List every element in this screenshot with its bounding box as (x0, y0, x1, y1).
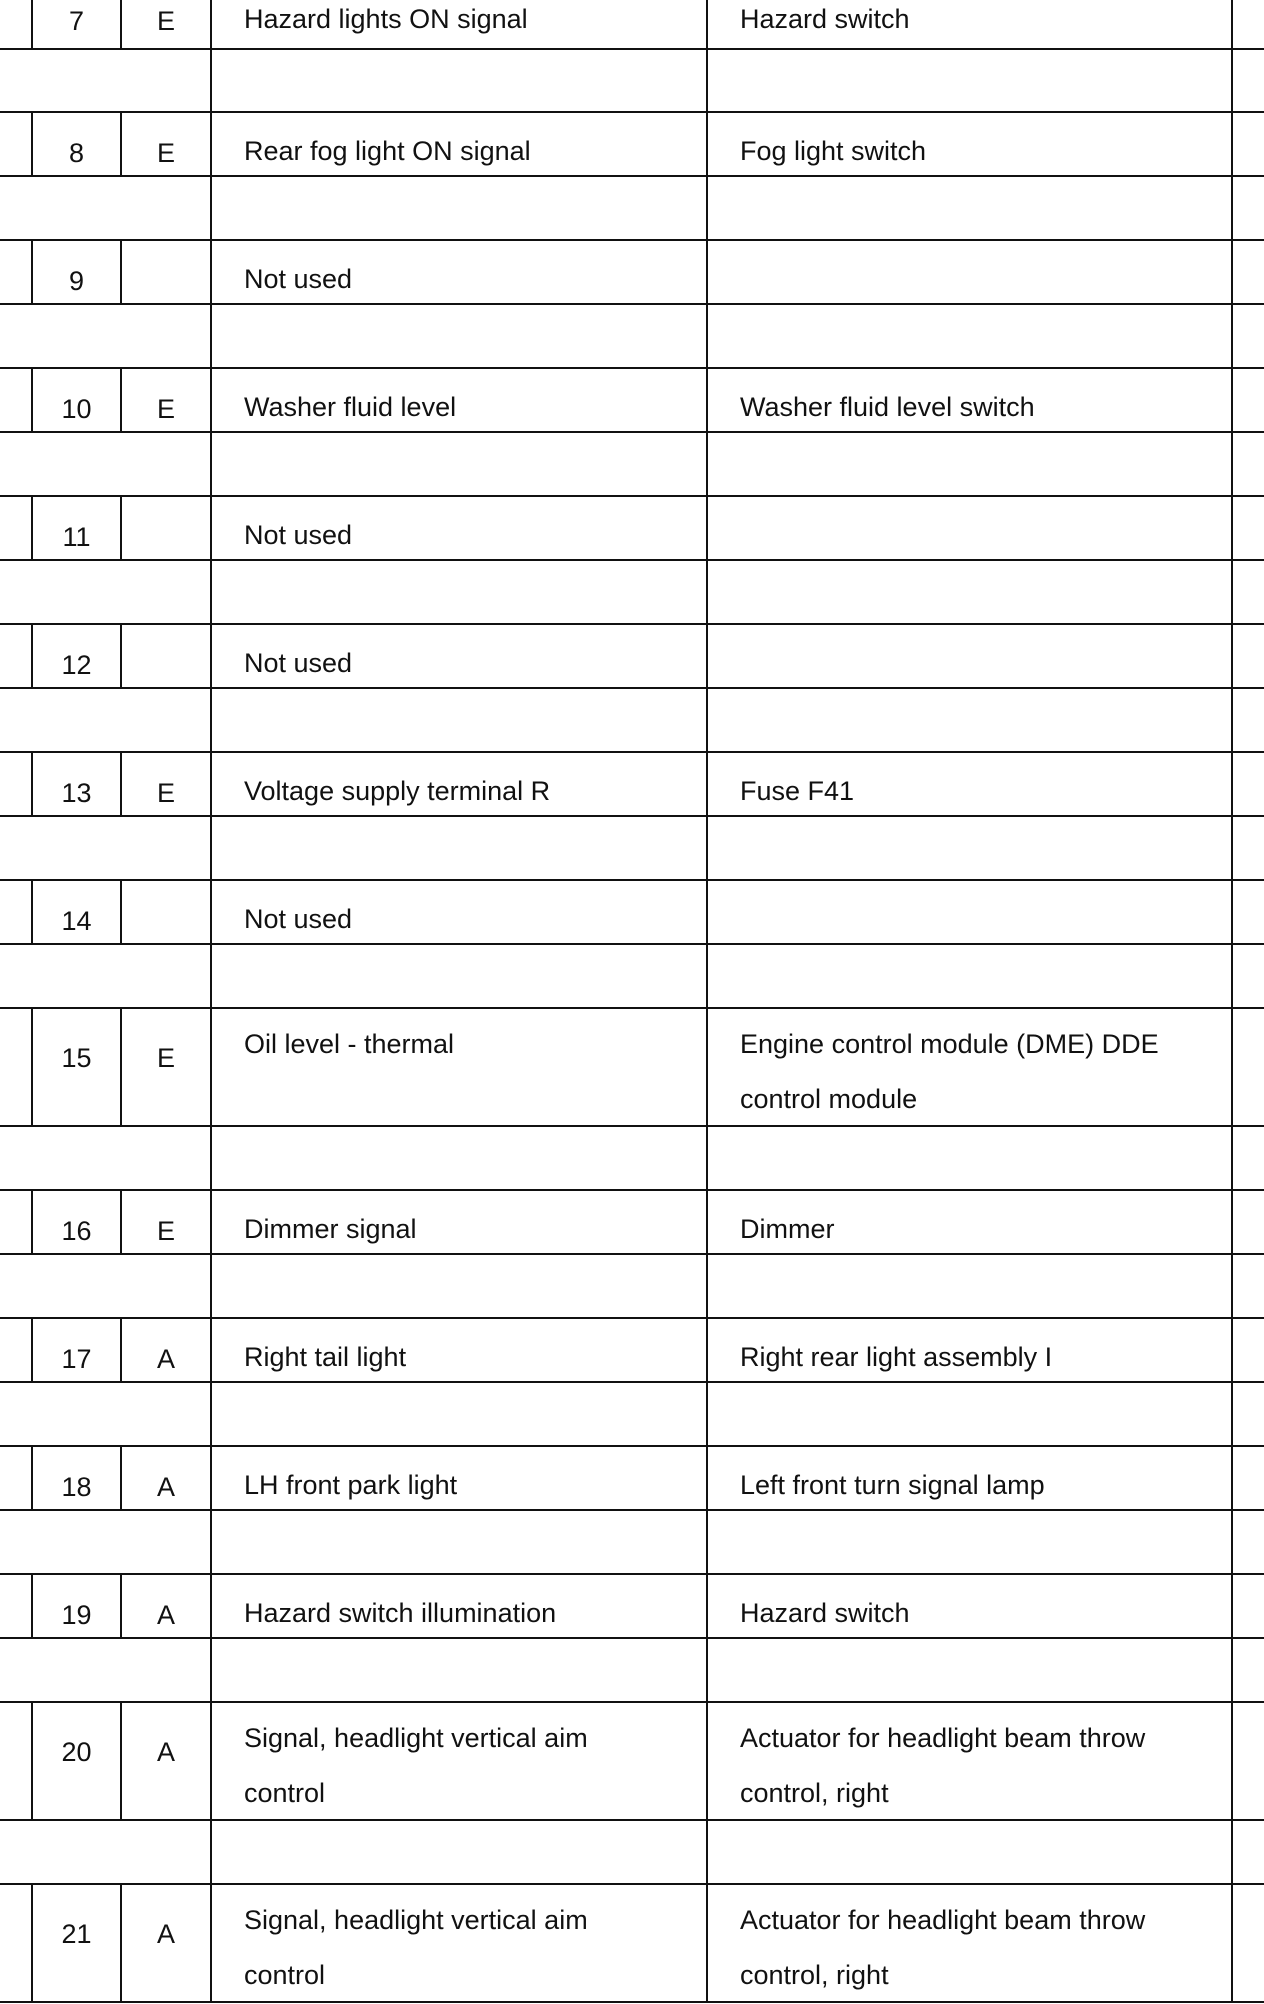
pin-number: 14 (31, 881, 120, 943)
pin-type: E (120, 1191, 210, 1253)
pin-component-line: control, right (740, 1778, 889, 1808)
pin-type: E (120, 753, 210, 815)
row-spacer (0, 561, 1264, 623)
pin-number: 21 (31, 1885, 120, 2001)
pin-type: E (120, 0, 210, 48)
pin-description: Not used (210, 625, 706, 687)
row-spacer (0, 945, 1264, 1007)
pin-component-line: Actuator for headlight beam throw (740, 1723, 1146, 1753)
pin-number: 13 (31, 753, 120, 815)
pin-description (210, 1885, 706, 2001)
pin-type: A (120, 1703, 210, 1819)
pin-component: Fuse F41 (706, 753, 1233, 815)
pin-component: Left front turn signal lamp (706, 1447, 1233, 1509)
pin-component-line: Actuator for headlight beam throw (740, 1905, 1146, 1935)
pin-component (706, 881, 1233, 943)
pin-description: Dimmer signal (210, 1191, 706, 1253)
pin-description-line: control (244, 1778, 326, 1808)
pin-component (706, 625, 1233, 687)
pin-type: A (120, 1319, 210, 1381)
pin-number: 15 (31, 1009, 120, 1125)
pin-type: A (120, 1447, 210, 1509)
pin-component (706, 241, 1233, 303)
pin-number: 16 (31, 1191, 120, 1253)
table-row (0, 1189, 1264, 1255)
table-row-partial (0, 0, 1264, 50)
table-row (0, 623, 1264, 689)
pin-type (120, 625, 210, 687)
row-spacer (0, 1127, 1264, 1189)
pin-description: Oil level - thermal (210, 1009, 706, 1125)
pin-component: Right rear light assembly I (706, 1319, 1233, 1381)
pin-number: 12 (31, 625, 120, 687)
table-row (0, 239, 1264, 305)
row-spacer (0, 1639, 1264, 1701)
pin-component: Fog light switch (706, 113, 1233, 175)
table-row (0, 1701, 1264, 1821)
pin-type (120, 241, 210, 303)
table-row (0, 367, 1264, 433)
pin-number: 20 (31, 1703, 120, 1819)
pin-number: 10 (31, 369, 120, 431)
pin-number: 19 (31, 1575, 120, 1637)
table-row (0, 879, 1264, 945)
row-spacer (0, 817, 1264, 879)
pin-number: 18 (31, 1447, 120, 1509)
pin-component: Hazard switch (706, 1575, 1233, 1637)
table-row (0, 1007, 1264, 1127)
table-row (0, 1317, 1264, 1383)
row-spacer (0, 177, 1264, 239)
pin-number: 8 (31, 113, 120, 175)
row-spacer (0, 1383, 1264, 1445)
pin-type: E (120, 1009, 210, 1125)
pin-component-line: control module (740, 1084, 918, 1114)
pin-number: 7 (31, 0, 120, 48)
pin-description-line: control (244, 1960, 326, 1990)
pin-description-line: Signal, headlight vertical aim (244, 1723, 588, 1753)
table-row (0, 495, 1264, 561)
pin-component (706, 1885, 1233, 2001)
pin-type (120, 497, 210, 559)
row-spacer (0, 689, 1264, 751)
pin-description: Washer fluid level (210, 369, 706, 431)
table-row (0, 1883, 1264, 2003)
pin-number: 9 (31, 241, 120, 303)
pin-description: Voltage supply terminal R (210, 753, 706, 815)
pin-description-line: Signal, headlight vertical aim (244, 1905, 588, 1935)
pin-component: Dimmer (706, 1191, 1233, 1253)
pin-description (210, 1703, 706, 1819)
pin-component (706, 497, 1233, 559)
pin-component: Hazard switch (706, 0, 1233, 48)
table-row (0, 1573, 1264, 1639)
pin-number: 11 (31, 497, 120, 559)
pin-component-line: control, right (740, 1960, 889, 1990)
pin-description: Not used (210, 497, 706, 559)
pin-description: Hazard switch illumination (210, 1575, 706, 1637)
pin-description: Rear fog light ON signal (210, 113, 706, 175)
pin-type: A (120, 1885, 210, 2001)
pin-component-line: Engine control module (DME) DDE (740, 1029, 1159, 1059)
table-row (0, 751, 1264, 817)
pin-type (120, 881, 210, 943)
row-spacer (0, 1255, 1264, 1317)
pin-component: Washer fluid level switch (706, 369, 1233, 431)
pin-description: LH front park light (210, 1447, 706, 1509)
table-row (0, 1445, 1264, 1511)
pin-type: E (120, 113, 210, 175)
row-spacer (0, 50, 1264, 111)
pin-description: Not used (210, 241, 706, 303)
pin-component (706, 1703, 1233, 1819)
pin-description: Not used (210, 881, 706, 943)
row-spacer (0, 305, 1264, 367)
pin-number: 17 (31, 1319, 120, 1381)
pin-description: Right tail light (210, 1319, 706, 1381)
pin-component (706, 1009, 1233, 1125)
row-spacer (0, 1511, 1264, 1573)
pin-type: A (120, 1575, 210, 1637)
table-row (0, 111, 1264, 177)
pin-description: Hazard lights ON signal (210, 0, 706, 48)
pin-type: E (120, 369, 210, 431)
row-spacer (0, 1821, 1264, 1883)
row-spacer (0, 433, 1264, 495)
